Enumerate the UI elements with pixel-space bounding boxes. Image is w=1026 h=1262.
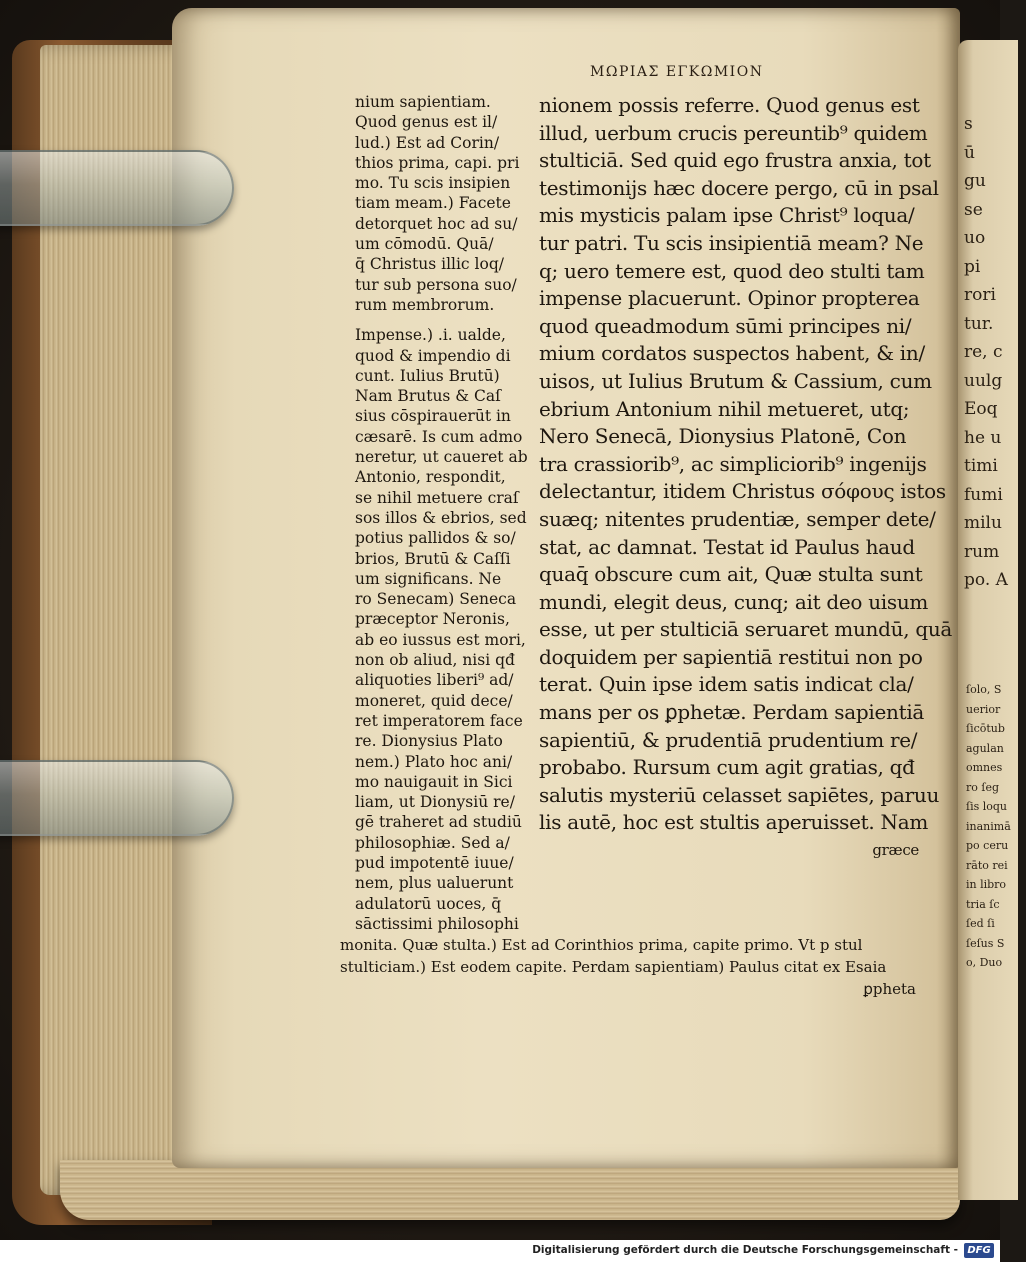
text-line: Nero Senecā, Dionysius Platonē, Con bbox=[539, 424, 907, 449]
text-line: tur patri. Tu scis insipientiā meam? Ne bbox=[539, 230, 924, 255]
text-line: q; uero temere est, quod deo stulti tam bbox=[539, 258, 925, 283]
text-line: esse, ut per stulticiā seruaret mundū, quā bbox=[539, 617, 953, 642]
gloss-line: moneret, quid dece/ bbox=[355, 691, 513, 710]
gloss-line: aliquoties liberi⁹ ad/ bbox=[355, 671, 514, 690]
facing-page-fragment: uo bbox=[964, 228, 986, 248]
gloss-line: lud.) Est ad Corin/ bbox=[355, 133, 500, 152]
gloss-line: sos illos & ebrios, sed bbox=[355, 508, 527, 527]
gloss-line: q̄ Christus illic loq/ bbox=[355, 255, 504, 274]
gloss-line: um significans. Ne bbox=[355, 569, 502, 588]
facing-page-fragment: rum bbox=[964, 541, 1000, 562]
text-line: mans per os ꝑphetæ. Perdam sapientiā bbox=[539, 700, 925, 725]
gloss-line: gē traheret ad studiū bbox=[355, 813, 522, 832]
gloss-line: se nihil metuere craſ bbox=[355, 488, 519, 507]
gloss-line: thios prima, capi. pri bbox=[355, 153, 520, 172]
facing-page-fragment: Eoq bbox=[964, 399, 998, 419]
facing-page-note-fragment: omnes bbox=[966, 761, 1003, 774]
running-head: ΜΩΡΙΑΣ ΕΓΚΩΜΙΟΝ bbox=[590, 64, 764, 80]
facing-page-fragment: milu bbox=[964, 513, 1002, 533]
footnote-catchword: ꝑpheta bbox=[863, 980, 916, 998]
gloss-line: rum membrorum. bbox=[355, 295, 495, 314]
gloss-line: Nam Brutus & Caſ bbox=[355, 387, 501, 406]
gloss-line: brios, Brutū & Caſſi bbox=[355, 549, 511, 568]
facing-page-note-fragment: agulan bbox=[966, 741, 1004, 755]
gloss-line: pud impotentē iuue/ bbox=[355, 853, 514, 872]
facing-page-note-fragment: ſicōtub bbox=[966, 722, 1005, 735]
gloss-line: potius pallidos & so/ bbox=[355, 529, 516, 548]
facing-page-fragment: re, c bbox=[964, 342, 1003, 362]
facing-page-note-fragment: ſeſus S bbox=[966, 936, 1005, 950]
main-text-column bbox=[539, 92, 953, 865]
gloss-line: tur sub persona suo/ bbox=[355, 275, 517, 294]
text-line: doquidem per sapientiā restitui non po bbox=[539, 644, 923, 669]
gloss-line: nem.) Plato hoc ani/ bbox=[355, 752, 513, 771]
text-line: nionem possis referre. Quod genus est bbox=[539, 93, 920, 117]
gloss-line: liam, ut Dionysiū re/ bbox=[355, 793, 515, 812]
text-line: salutis mysteriū celasset sapiētes, paruu bbox=[539, 782, 940, 807]
facing-page-note-fragment: ro ſeg bbox=[966, 780, 999, 794]
facing-page-text bbox=[964, 110, 1024, 595]
facing-page-fragment: fumi bbox=[964, 484, 1003, 505]
facing-page-fragment: pi bbox=[964, 256, 981, 277]
gloss-line: tiam meam.) Facete bbox=[355, 194, 511, 213]
text-line: mium cordatos suspectos habent, & in/ bbox=[539, 341, 925, 366]
text-line: probabo. Rursum cum agit gratias, qđ bbox=[539, 755, 915, 780]
marginal-gloss bbox=[355, 92, 528, 934]
footer-bar bbox=[0, 1240, 1000, 1262]
gloss-line: sius cōspirauerūt in bbox=[355, 407, 511, 426]
gloss-line: Antonio, respondit, bbox=[355, 468, 506, 487]
facing-page-fragment: he u bbox=[964, 427, 1002, 448]
facing-page-fragment: gu bbox=[964, 171, 986, 191]
footnote-line: stulticiam.) Est eodem capite. Perdam sapientiam) Paulus citat ex Esaia bbox=[340, 958, 887, 976]
gloss-line: philosophiæ. Sed a/ bbox=[355, 833, 510, 852]
facing-page-fragment: ū bbox=[964, 142, 975, 163]
facing-page-note-fragment: rāto rei bbox=[966, 858, 1008, 872]
gloss-line: ret imperatorem face bbox=[355, 711, 523, 730]
text-line: delectantur, itidem Christus σόφους istos bbox=[539, 479, 946, 504]
facing-page-fragment: se bbox=[964, 199, 983, 220]
gloss-line: mo. Tu scis insipien bbox=[355, 174, 511, 193]
footer-text: Digitalisierung gefördert durch die Deutsche Forschungsgemeinschaft - bbox=[532, 1244, 958, 1256]
page-clip-top bbox=[0, 150, 234, 226]
gloss-line: sāctissimi philosophi bbox=[355, 914, 519, 933]
gloss-line: re. Dionysius Plato bbox=[355, 732, 503, 751]
facing-page-note-fragment: inanimā bbox=[966, 819, 1011, 833]
text-line: uisos, ut Iulius Brutum & Cassium, cum bbox=[539, 368, 932, 393]
facing-page-fragment: rori bbox=[964, 285, 996, 305]
text-line: mis mysticis palam ipse Christ⁹ loqua/ bbox=[539, 203, 915, 228]
text-line: terat. Quin ipse idem satis indicat cla/ bbox=[539, 672, 914, 697]
gloss-line: mo nauigauit in Sici bbox=[355, 772, 513, 791]
text-line: testimonijs hæc docere pergo, cū in psal bbox=[539, 175, 939, 200]
facing-page-note-fragment: uerior bbox=[966, 702, 1001, 716]
facing-page-edge bbox=[958, 40, 1018, 1200]
page-edges-bottom bbox=[60, 1160, 960, 1220]
gloss-line: neretur, ut caueret ab bbox=[355, 448, 528, 467]
facing-page-note-fragment: tria ſc bbox=[966, 897, 1000, 911]
gloss-line: cæsarē. Is cum admo bbox=[355, 427, 523, 446]
gloss-line: detorquet hoc ad su/ bbox=[355, 214, 518, 233]
text-line: stat, ac damnat. Testat id Paulus haud bbox=[539, 534, 915, 559]
gloss-line: nium sapientiam. bbox=[355, 93, 491, 111]
gloss-line: non ob aliud, nisi qđ bbox=[355, 651, 515, 670]
facing-page-note-fragment: o, Duo bbox=[966, 956, 1003, 969]
gloss-line: ro Senecam) Seneca bbox=[355, 590, 517, 609]
facing-page-fragment: s bbox=[964, 114, 973, 134]
text-line: mundi, elegit deus, cunq; ait deo uisum bbox=[539, 589, 929, 614]
text-line: quod queadmodum sūmi principes ni/ bbox=[539, 313, 912, 338]
catchword: græce bbox=[872, 841, 919, 860]
facing-page-fragment: po. A bbox=[964, 570, 1008, 590]
page-clip-bottom bbox=[0, 760, 234, 836]
text-line: quaq̄ obscure cum ait, Quæ stulta sunt bbox=[539, 562, 923, 587]
text-line: ebrium Antonium nihil metueret, utq; bbox=[539, 396, 910, 421]
dfg-logo: DFG bbox=[964, 1243, 994, 1258]
facing-page-note-fragment: ſolo, S bbox=[966, 683, 1002, 696]
facing-page-note-fragment: in libro bbox=[966, 878, 1007, 891]
facing-page-note-fragment: ſis loqu bbox=[966, 800, 1007, 813]
gloss-line: um cōmodū. Quā/ bbox=[355, 235, 494, 254]
facing-page-notes bbox=[966, 680, 1026, 973]
gloss-line: quod & impendio di bbox=[355, 346, 511, 365]
facing-page-note-fragment: po ceru bbox=[966, 839, 1009, 852]
footnote-line: monita. Quæ stulta.) Est ad Corinthios prima, capite primo. Vt p stul bbox=[340, 936, 863, 954]
text-line: tra crassiorib⁹, ac simpliciorib⁹ ingenijs bbox=[539, 451, 927, 476]
footnotes bbox=[340, 934, 920, 1000]
gloss-line: adulatorū uoces, q̄ bbox=[355, 894, 502, 913]
gloss-line: ab eo iussus est mori, bbox=[355, 630, 526, 649]
gloss-line: præceptor Neronis, bbox=[355, 610, 510, 629]
facing-page-fragment: tur. bbox=[964, 313, 994, 334]
gloss-line: cunt. Iulius Brutū) bbox=[355, 366, 500, 385]
text-line: stulticiā. Sed quid ego frustra anxia, tot bbox=[539, 148, 931, 173]
gloss-line: Quod genus est il/ bbox=[355, 113, 498, 132]
facing-page-fragment: uulg bbox=[964, 370, 1003, 391]
facing-page-fragment: timi bbox=[964, 456, 998, 476]
gloss-line: Impense.) .i. ualde, bbox=[355, 326, 506, 345]
gloss-line: nem, plus ualuerunt bbox=[355, 874, 514, 893]
text-line: suæq; nitentes prudentiæ, semper dete/ bbox=[539, 506, 936, 531]
text-line: sapientiū, & prudentiā prudentium re/ bbox=[539, 727, 918, 752]
gloss-line-gap bbox=[355, 315, 520, 325]
text-line: illud, uerbum crucis pereuntib⁹ quidem bbox=[539, 120, 928, 145]
text-line: impense placuerunt. Opinor propterea bbox=[539, 286, 920, 311]
text-line: lis autē, hoc est stultis aperuisset. Nam bbox=[539, 810, 929, 835]
facing-page-note-fragment: ſed ſi bbox=[966, 917, 995, 930]
